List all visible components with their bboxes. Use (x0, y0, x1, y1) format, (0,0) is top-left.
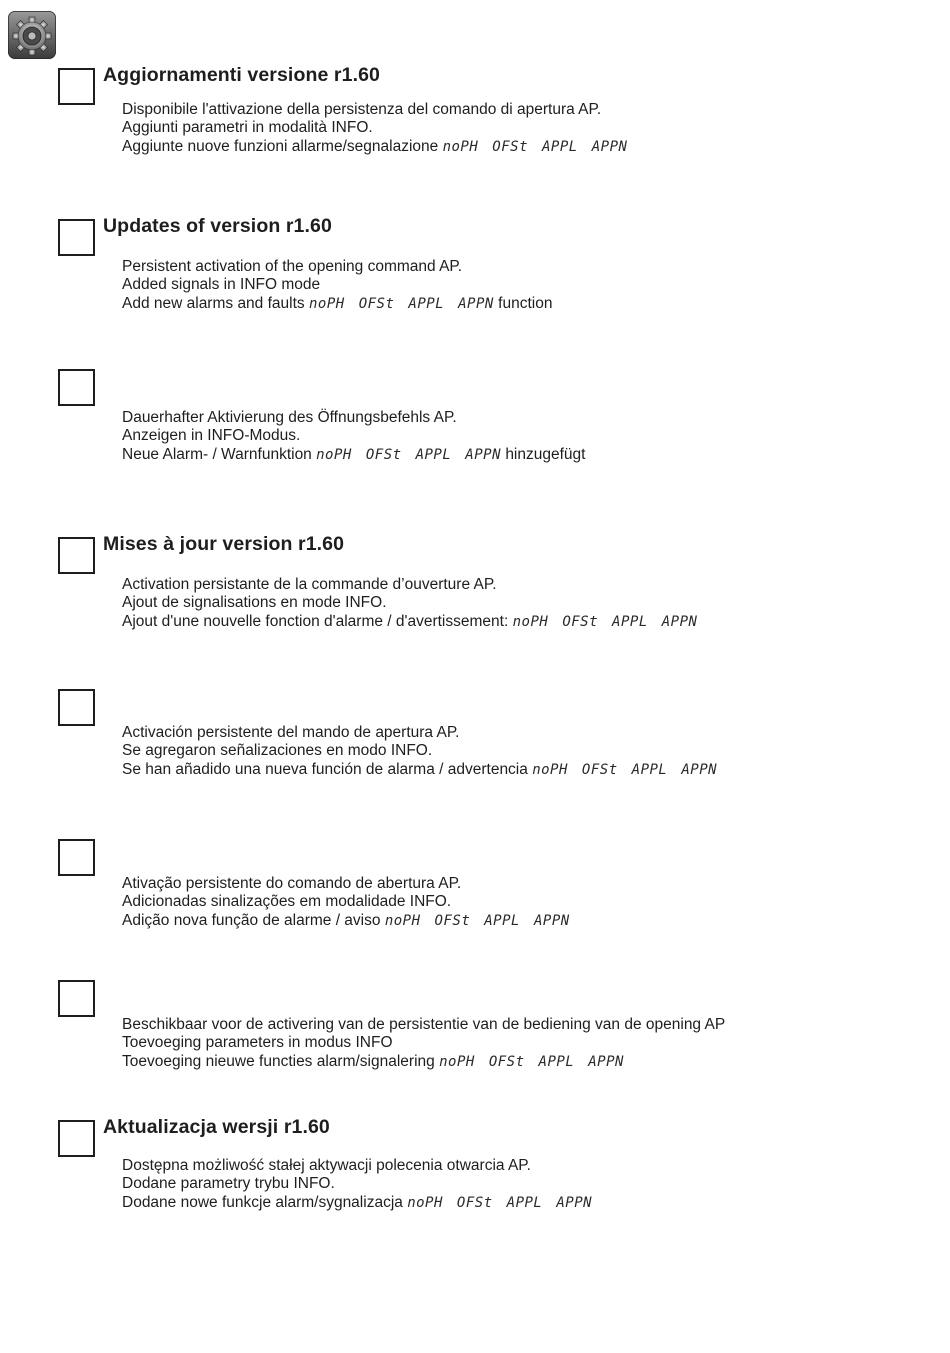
body-line: Activation persistante de la commande d’ouverture AP. (122, 576, 497, 593)
display-code: APPN (556, 1194, 593, 1211)
display-code: APPL (415, 446, 452, 463)
language-checkbox[interactable] (58, 369, 95, 406)
section-body (122, 875, 570, 930)
body-line-codes (122, 446, 585, 464)
gear-icon (8, 11, 56, 59)
codes-prefix: Adição nova função de alarme / aviso (122, 911, 381, 929)
body-line: Toevoeging parameters in modus INFO (122, 1034, 393, 1052)
display-code: noPH (384, 912, 421, 929)
display-code: OFSt (492, 138, 528, 155)
section-title: Aktualizacja wersji r1.60 (103, 1116, 330, 1138)
display-code: OFSt (562, 613, 599, 630)
section-title: Mises à jour version r1.60 (103, 533, 345, 555)
display-codes (439, 1054, 624, 1070)
body-line: Dodane parametry trybu INFO. (122, 1175, 335, 1193)
display-code: APPN (533, 912, 570, 929)
section-body (122, 101, 627, 156)
codes-suffix: hinzugefügt (505, 445, 586, 463)
section-body (122, 258, 552, 313)
display-codes (443, 139, 628, 155)
display-code: APPL (408, 295, 445, 312)
body-line-codes (122, 912, 570, 930)
body-line-codes (122, 761, 717, 779)
display-code: noPH (512, 613, 549, 630)
codes-prefix: Toevoeging nieuwe functies alarm/signalering (122, 1052, 435, 1070)
display-code: APPL (631, 761, 668, 778)
display-code: APPN (661, 613, 698, 630)
language-checkbox[interactable] (58, 219, 95, 256)
section-title: Aggiornamenti versione r1.60 (103, 64, 380, 86)
body-line: Persistent activation of the opening command AP. (122, 258, 463, 275)
body-line-codes (122, 1053, 725, 1071)
display-code: APPL (612, 613, 648, 630)
codes-prefix: Dodane nowe funkcje alarm/sygnalizacja (122, 1193, 403, 1211)
body-line-codes (122, 1194, 592, 1212)
display-code: APPN (588, 1053, 624, 1070)
body-line-codes (122, 138, 627, 156)
display-codes (316, 447, 501, 463)
display-code: OFSt (434, 912, 471, 929)
section-title: Updates of version r1.60 (103, 215, 332, 237)
display-code: APPL (484, 912, 520, 929)
section-body (122, 409, 585, 464)
body-line: Ajout de signalisations en mode INFO. (122, 594, 387, 612)
body-line: Aggiunti parametri in modalità INFO. (122, 119, 373, 137)
display-code: APPL (506, 1194, 543, 1211)
body-line-codes (122, 613, 697, 631)
section-body (122, 1016, 725, 1071)
codes-prefix: Ajout d'une nouvelle fonction d'alarme / d'avertissement: (122, 612, 509, 630)
body-line: Dauerhafter Aktivierung des Öffnungsbefehls AP. (122, 409, 457, 426)
body-line: Disponibile l'attivazione della persistenza del comando di apertura AP. (122, 101, 602, 118)
body-line-codes (122, 295, 552, 313)
section-body (122, 576, 697, 631)
language-checkbox[interactable] (58, 689, 95, 726)
body-line: Added signals in INFO mode (122, 276, 321, 294)
language-checkbox[interactable] (58, 839, 95, 876)
display-code: OFSt (488, 1053, 525, 1070)
display-codes (309, 296, 494, 312)
display-code: APPN (591, 138, 628, 155)
body-line: Dostępna możliwość stałej aktywacji polecenia otwarcia AP. (122, 1157, 531, 1174)
language-checkbox[interactable] (58, 1120, 95, 1157)
display-code: APPL (538, 1053, 575, 1070)
display-code: OFSt (581, 761, 618, 778)
display-code: OFSt (456, 1194, 493, 1211)
display-codes (385, 913, 570, 929)
display-code: OFSt (358, 295, 395, 312)
display-code: noPH (442, 138, 479, 155)
body-line: Beschikbaar voor de activering van de persistentie van de bediening van de opening AP (122, 1016, 726, 1033)
display-code: APPN (465, 446, 501, 463)
codes-prefix: Neue Alarm- / Warnfunktion (122, 445, 312, 463)
codes-prefix: Se han añadido una nueva función de alarma / advertencia (122, 760, 528, 778)
display-codes (407, 1195, 592, 1211)
display-codes (513, 614, 698, 630)
display-codes (532, 762, 717, 778)
display-code: noPH (407, 1194, 443, 1211)
body-line: Adicionadas sinalizações em modalidade INFO. (122, 893, 452, 911)
body-line: Anzeigen in INFO-Modus. (122, 427, 301, 445)
body-line: Ativação persistente do comando de abertura AP. (122, 875, 462, 892)
display-code: noPH (439, 1053, 475, 1070)
display-code: noPH (532, 761, 568, 778)
display-code: APPN (458, 295, 494, 312)
section-body (122, 1157, 592, 1212)
codes-prefix: Add new alarms and faults (122, 294, 305, 312)
display-code: noPH (316, 446, 352, 463)
display-code: OFSt (365, 446, 402, 463)
language-checkbox[interactable] (58, 980, 95, 1017)
codes-suffix: function (498, 294, 553, 312)
body-line: Se agregaron señalizaciones en modo INFO. (122, 742, 433, 760)
display-code: APPN (681, 761, 718, 778)
language-checkbox[interactable] (58, 68, 95, 105)
codes-prefix: Aggiunte nuove funzioni allarme/segnalazione (122, 137, 439, 155)
display-code: APPL (542, 138, 578, 155)
section-body (122, 724, 717, 779)
display-code: noPH (308, 295, 345, 312)
body-line: Activación persistente del mando de apertura AP. (122, 724, 460, 741)
language-checkbox[interactable] (58, 537, 95, 574)
